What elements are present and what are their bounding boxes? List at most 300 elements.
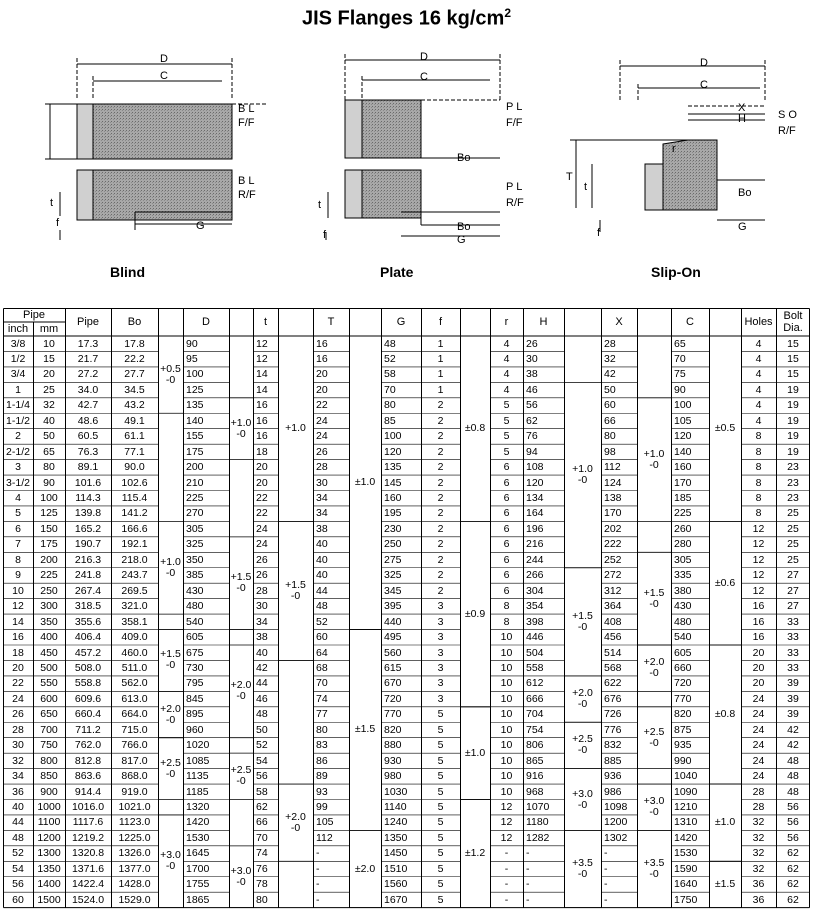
- tolerance-value: ±0.8: [464, 422, 486, 435]
- cell-f: 2: [437, 430, 444, 443]
- cell-mm: 40: [43, 414, 55, 427]
- cell-inch: 48: [12, 831, 24, 844]
- cell-x: 986: [604, 785, 622, 798]
- cell-bolt: 39: [787, 677, 799, 690]
- tolerance-value: +1.0: [643, 447, 665, 460]
- cell-r: 5: [503, 414, 510, 427]
- header-bolt: Bolt: [783, 310, 803, 322]
- cell-mm: 225: [40, 569, 58, 582]
- cell-g: 1240: [384, 816, 408, 829]
- cell-mm: 1300: [37, 847, 61, 860]
- cell-holes: 36: [752, 878, 765, 891]
- cell-bolt: 19: [787, 445, 799, 458]
- cell-f: 5: [437, 816, 444, 829]
- cell-inch: 5: [15, 507, 21, 520]
- tolerance-value: +1.5: [230, 571, 252, 584]
- cell-x: 42: [604, 368, 616, 381]
- cell-f: 3: [437, 600, 444, 613]
- cell-g: 1350: [384, 831, 408, 844]
- cell-bolt: 48: [787, 785, 799, 798]
- cell-mm: 700: [40, 723, 58, 736]
- cell-d: 325: [186, 538, 204, 551]
- cell-g: 820: [384, 723, 402, 736]
- cell-r: 12: [500, 816, 513, 829]
- slipon-label-t: t: [584, 181, 588, 193]
- cell-holes: 24: [752, 723, 765, 736]
- cell-c: 280: [674, 538, 692, 551]
- cell-bolt: 27: [787, 569, 799, 582]
- cell-pipe: 406.4: [74, 631, 102, 644]
- cell-r: 6: [503, 553, 510, 566]
- tolerance-minus: -0: [649, 597, 659, 610]
- cell-big-t: 40: [316, 569, 328, 582]
- cell-bo: 1021.0: [118, 801, 151, 813]
- cell-f: 3: [437, 677, 444, 690]
- cell-f: 1: [437, 368, 444, 381]
- cell-pipe: 1016.0: [71, 801, 105, 813]
- cell-g: 48: [384, 337, 396, 350]
- cell-holes: 32: [752, 816, 765, 829]
- cell-holes: 12: [752, 569, 765, 582]
- cell-d: 960: [186, 723, 204, 736]
- cell-h: 1180: [526, 816, 549, 829]
- cell-c: 1310: [674, 816, 698, 829]
- plate-ff-label: F/F: [506, 117, 523, 129]
- cell-d: 845: [186, 692, 204, 705]
- cell-r: 6: [503, 522, 510, 535]
- cell-t: 12: [256, 352, 268, 365]
- cell-inch: 18: [12, 646, 24, 659]
- blind-bl-label: B L: [238, 103, 255, 115]
- cell-f: 5: [437, 893, 444, 906]
- tolerance-value: ±1.5: [354, 723, 376, 736]
- cell-pipe: 60.5: [77, 430, 99, 443]
- cell-inch: 9: [15, 569, 21, 582]
- cell-x: -: [604, 878, 608, 891]
- cell-inch: 6: [15, 522, 21, 535]
- cell-f: 3: [437, 615, 444, 628]
- cell-t: 16: [256, 430, 268, 443]
- cell-mm: 20: [43, 368, 55, 381]
- tolerance-value: +1.0: [572, 463, 593, 476]
- cell-bo: 919.0: [121, 785, 148, 798]
- cell-x: 202: [604, 522, 622, 535]
- cell-x: 936: [604, 770, 622, 783]
- cell-h: 266: [526, 569, 544, 582]
- cell-r: 6: [503, 492, 510, 504]
- cell-mm: 1000: [37, 801, 61, 813]
- cell-bolt: 48: [787, 754, 799, 767]
- cell-d: 1085: [186, 754, 210, 767]
- plate-label-f: f: [323, 229, 327, 241]
- cell-pipe: 914.4: [74, 785, 102, 798]
- cell-bo: 766.0: [121, 739, 148, 752]
- cell-f: 2: [437, 507, 444, 520]
- cell-bolt: 39: [787, 692, 799, 705]
- cell-x: 32: [604, 352, 616, 365]
- cell-g: 58: [384, 368, 396, 381]
- cell-h: 1070: [526, 801, 550, 813]
- cell-c: 820: [674, 708, 692, 721]
- cell-t: 20: [256, 461, 268, 474]
- cell-g: 1560: [384, 878, 408, 891]
- tolerance-h: [564, 611, 601, 633]
- cell-holes: 12: [752, 538, 765, 551]
- cell-holes: 16: [752, 600, 765, 613]
- cell-bo: 460.0: [121, 646, 148, 659]
- cell-f: 2: [437, 461, 444, 474]
- cell-h: 704: [526, 708, 544, 721]
- cell-bolt: 62: [787, 893, 799, 906]
- tolerance-minus: -0: [165, 373, 176, 386]
- plate-pl-label: P L: [506, 101, 523, 113]
- cell-bolt: 42: [787, 739, 799, 752]
- cell-inch: 12: [12, 600, 24, 613]
- cell-holes: 28: [752, 801, 765, 813]
- cell-r: 8: [503, 615, 510, 628]
- cell-f: 2: [437, 399, 444, 412]
- cell-f: 5: [437, 770, 444, 783]
- cell-r: 10: [500, 708, 513, 721]
- cell-mm: 150: [40, 522, 58, 535]
- cell-mm: 600: [40, 692, 58, 705]
- tolerance-T: [349, 724, 381, 735]
- cell-g: 1670: [384, 893, 408, 906]
- cell-r: 10: [500, 770, 513, 783]
- slipon-so-label: S O: [778, 109, 797, 121]
- header-d: D: [202, 316, 210, 328]
- blind-bl-label-2: B L: [238, 175, 255, 187]
- cell-bo: 321.0: [121, 600, 148, 613]
- cell-x: 50: [604, 383, 616, 396]
- header-holes: Holes: [744, 316, 773, 328]
- cell-x: 1200: [604, 816, 628, 829]
- cell-d: 305: [186, 522, 204, 535]
- cell-holes: 32: [752, 862, 765, 875]
- cell-big-t: 20: [316, 383, 328, 396]
- cell-t: 26: [256, 553, 268, 566]
- cell-h: 76: [526, 430, 538, 443]
- cell-bo: 27.7: [124, 368, 145, 381]
- cell-x: -: [604, 862, 608, 875]
- tolerance-g: [460, 423, 490, 434]
- cell-f: 3: [437, 646, 444, 659]
- cell-t: 24: [256, 522, 268, 535]
- tolerance-value: +2.5: [572, 733, 593, 746]
- cell-big-t: 105: [316, 816, 334, 829]
- cell-bo: 269.5: [121, 584, 148, 597]
- cell-bolt: 62: [787, 847, 799, 860]
- cell-d: 605: [186, 631, 204, 644]
- cell-r: -: [504, 847, 509, 860]
- cell-g: 770: [384, 708, 402, 721]
- header-t: t: [263, 316, 268, 328]
- cell-d: 1645: [186, 847, 210, 860]
- cell-f: 2: [437, 553, 444, 566]
- cell-inch: 30: [12, 739, 24, 752]
- cell-t: 74: [256, 847, 268, 860]
- cell-x: 1098: [604, 801, 628, 813]
- tolerance-minus: -0: [649, 806, 659, 819]
- cell-c: 430: [674, 600, 692, 613]
- cell-h: -: [526, 847, 530, 860]
- cell-x: 456: [604, 631, 622, 644]
- tolerance-minus: -0: [290, 589, 301, 602]
- cell-mm: 125: [40, 507, 58, 520]
- tolerance-minus: -0: [236, 775, 246, 788]
- tolerance-value: ±0.6: [714, 576, 736, 589]
- cell-c: 105: [674, 414, 692, 427]
- cell-d: 175: [186, 445, 204, 458]
- cell-inch: 1-1/2: [6, 414, 30, 427]
- cell-r: -: [504, 893, 509, 906]
- cell-h: 865: [526, 754, 544, 767]
- header-h: H: [539, 316, 548, 328]
- cell-big-t: 40: [316, 553, 328, 566]
- cell-inch: 36: [12, 785, 24, 798]
- cell-bo: 102.6: [121, 476, 148, 489]
- cell-pipe: 711.2: [75, 723, 101, 736]
- cell-inch: 1-1/4: [6, 399, 30, 412]
- cell-bo: 243.7: [121, 569, 148, 582]
- cell-r: 10: [500, 723, 513, 736]
- cell-f: 5: [437, 754, 444, 767]
- tolerance-value: +3.0: [160, 849, 181, 862]
- cell-t: 40: [256, 646, 268, 659]
- tolerance-value: ±0.5: [714, 422, 736, 435]
- header-dia: Dia.: [783, 322, 803, 334]
- cell-c: 70: [674, 352, 686, 365]
- tolerance-t: [278, 580, 313, 602]
- cell-g: 80: [384, 399, 396, 412]
- cell-big-t: 64: [316, 646, 328, 659]
- tolerance-h: [564, 858, 601, 880]
- cell-big-t: 44: [316, 584, 328, 597]
- cell-c: 100: [674, 399, 692, 412]
- cell-t: 38: [256, 631, 268, 644]
- cell-t: 78: [256, 878, 268, 891]
- cell-bolt: 25: [787, 553, 799, 566]
- cell-c: 170: [674, 476, 692, 489]
- cell-g: 345: [384, 584, 402, 597]
- cell-mm: 1200: [37, 831, 61, 844]
- cell-big-t: -: [316, 862, 320, 875]
- cell-pipe: 17.3: [77, 337, 99, 350]
- cell-pipe: 1117.6: [72, 816, 104, 829]
- tolerance-minus: -0: [649, 667, 659, 680]
- cell-d: 100: [186, 368, 204, 381]
- cell-h: 196: [526, 522, 544, 535]
- cell-inch: 32: [12, 754, 24, 767]
- cell-g: 52: [384, 352, 396, 365]
- cell-mm: 450: [40, 646, 58, 659]
- cell-big-t: -: [316, 878, 320, 891]
- cell-bo: 511.0: [121, 661, 148, 674]
- cell-bolt: 33: [787, 631, 799, 644]
- cell-r: 10: [500, 661, 513, 674]
- cell-r: 10: [500, 677, 513, 690]
- cell-c: 75: [674, 368, 686, 381]
- cell-holes: 4: [755, 414, 762, 427]
- cell-h: 46: [526, 383, 538, 396]
- cell-pipe: 21.7: [77, 352, 99, 365]
- cell-pipe: 1219.2: [71, 831, 105, 844]
- cell-big-t: 28: [316, 461, 328, 474]
- cell-g: 980: [384, 770, 402, 783]
- slipon-label-d: D: [700, 57, 708, 69]
- cell-inch: 8: [15, 553, 21, 566]
- cell-c: 1590: [674, 862, 698, 875]
- cell-x: -: [604, 893, 608, 906]
- tolerance-value: ±1.2: [464, 847, 486, 860]
- cell-bo: 34.5: [124, 383, 145, 396]
- cell-x: 1302: [604, 831, 628, 844]
- cell-h: 1282: [526, 831, 550, 844]
- cell-d: 730: [186, 661, 204, 674]
- tolerance-h: [564, 789, 601, 811]
- cell-d: 675: [186, 646, 204, 659]
- cell-g: 495: [384, 631, 402, 644]
- cell-mm: 100: [40, 492, 58, 504]
- tolerance-value: ±1.0: [464, 746, 486, 759]
- cell-inch: 14: [12, 615, 24, 628]
- flange-dimension-table: [3, 308, 810, 910]
- tolerance-h: [564, 734, 601, 756]
- tolerance-value: ±1.0: [354, 476, 376, 489]
- cell-d: 95: [186, 352, 198, 365]
- tolerance-x: [637, 796, 671, 818]
- cell-c: 335: [674, 569, 692, 582]
- tolerance-value: +2.0: [160, 702, 181, 715]
- cell-x: 726: [604, 708, 622, 721]
- header-x: X: [615, 316, 623, 328]
- plate-label-c: C: [420, 71, 428, 83]
- cell-d: 1530: [186, 831, 210, 844]
- cell-t: 26: [256, 569, 268, 582]
- cell-pipe: 1320.8: [71, 847, 105, 860]
- cell-r: 5: [503, 430, 510, 443]
- tolerance-T: [349, 477, 381, 488]
- cell-c: 990: [674, 754, 692, 767]
- cell-d: 155: [186, 430, 204, 443]
- cell-pipe: 139.8: [74, 507, 102, 520]
- cell-big-t: 52: [316, 615, 328, 628]
- slipon-label-big-t: T: [566, 171, 573, 183]
- cell-d: 385: [186, 569, 204, 582]
- tolerance-value: +1.5: [285, 578, 306, 591]
- cell-c: 1640: [674, 878, 698, 891]
- cell-r: 12: [500, 831, 513, 844]
- cell-h: 558: [526, 661, 544, 674]
- cell-x: 112: [604, 461, 621, 474]
- cell-d: 1865: [186, 893, 210, 906]
- tolerance-value: +2.0: [230, 679, 252, 692]
- cell-bolt: 25: [787, 522, 799, 535]
- cell-bo: 43.2: [124, 399, 145, 412]
- cell-pipe: 267.4: [74, 584, 102, 597]
- cell-bolt: 23: [787, 476, 799, 489]
- header-pipe: Pipe: [76, 316, 100, 328]
- cell-d: 350: [186, 553, 204, 566]
- cell-g: 880: [384, 739, 402, 752]
- tolerance-minus: -0: [165, 566, 176, 579]
- cell-bolt: 56: [787, 816, 799, 829]
- tolerance-minus: -0: [577, 744, 588, 757]
- plate-pl-label-2: P L: [506, 181, 523, 193]
- tolerance-value: ±1.5: [714, 877, 736, 890]
- cell-x: 568: [604, 661, 622, 674]
- cell-d: 1420: [186, 816, 210, 829]
- slipon-rf-label: R/F: [778, 125, 796, 137]
- cell-h: 26: [526, 337, 538, 350]
- tolerance-value: +3.5: [643, 857, 665, 870]
- cell-bo: 49.1: [124, 414, 145, 427]
- cell-bo: 22.2: [124, 352, 145, 365]
- cell-r: 6: [503, 461, 510, 474]
- slipon-caption: Slip-On: [651, 264, 701, 280]
- tolerance-g: [460, 848, 490, 859]
- cell-bo: 1529.0: [118, 893, 151, 906]
- cell-pipe: 457.2: [74, 646, 102, 659]
- cell-h: 94: [526, 445, 538, 458]
- cell-c: 935: [674, 739, 692, 752]
- cell-x: 272: [604, 569, 622, 582]
- tolerance-d: [229, 572, 253, 594]
- cell-pipe: 1371.6: [71, 862, 105, 875]
- tolerance-minus: -0: [577, 698, 588, 711]
- cell-g: 230: [384, 522, 402, 535]
- cell-pipe: 114.3: [75, 492, 101, 504]
- cell-holes: 28: [752, 785, 765, 798]
- cell-t: 42: [256, 661, 268, 674]
- cell-d: 135: [186, 399, 204, 412]
- cell-x: 312: [604, 584, 622, 597]
- cell-mm: 15: [43, 352, 55, 365]
- cell-holes: 20: [752, 677, 765, 690]
- cell-x: 776: [604, 723, 622, 736]
- cell-pipe: 42.7: [77, 399, 99, 412]
- cell-mm: 500: [40, 661, 58, 674]
- cell-t: 52: [256, 739, 268, 752]
- cell-mm: 1500: [37, 893, 61, 906]
- cell-d: 200: [186, 461, 204, 474]
- cell-c: 380: [674, 584, 692, 597]
- cell-f: 2: [437, 584, 444, 597]
- cell-x: 676: [604, 692, 622, 705]
- cell-h: 62: [526, 414, 538, 427]
- tolerance-value: ±0.8: [714, 708, 736, 721]
- cell-mm: 800: [40, 754, 58, 767]
- flange-diagrams: [0, 40, 813, 298]
- blind-label-c: C: [160, 70, 168, 82]
- blind-rf-label: R/F: [238, 189, 256, 201]
- cell-holes: 12: [752, 584, 765, 597]
- cell-big-t: 70: [316, 677, 328, 690]
- cell-bo: 868.0: [121, 770, 148, 783]
- tolerance-value: ±0.9: [464, 607, 486, 620]
- cell-g: 195: [384, 507, 402, 520]
- cell-c: 605: [674, 646, 692, 659]
- cell-g: 120: [384, 445, 402, 458]
- cell-mm: 750: [40, 739, 58, 752]
- tolerance-d: [229, 866, 253, 888]
- cell-f: 5: [437, 878, 444, 891]
- cell-bo: 218.0: [121, 553, 148, 566]
- tolerance-value: +1.5: [643, 586, 665, 599]
- tolerance-value: +3.5: [572, 857, 593, 870]
- cell-x: 364: [604, 600, 622, 613]
- cell-holes: 36: [752, 893, 765, 906]
